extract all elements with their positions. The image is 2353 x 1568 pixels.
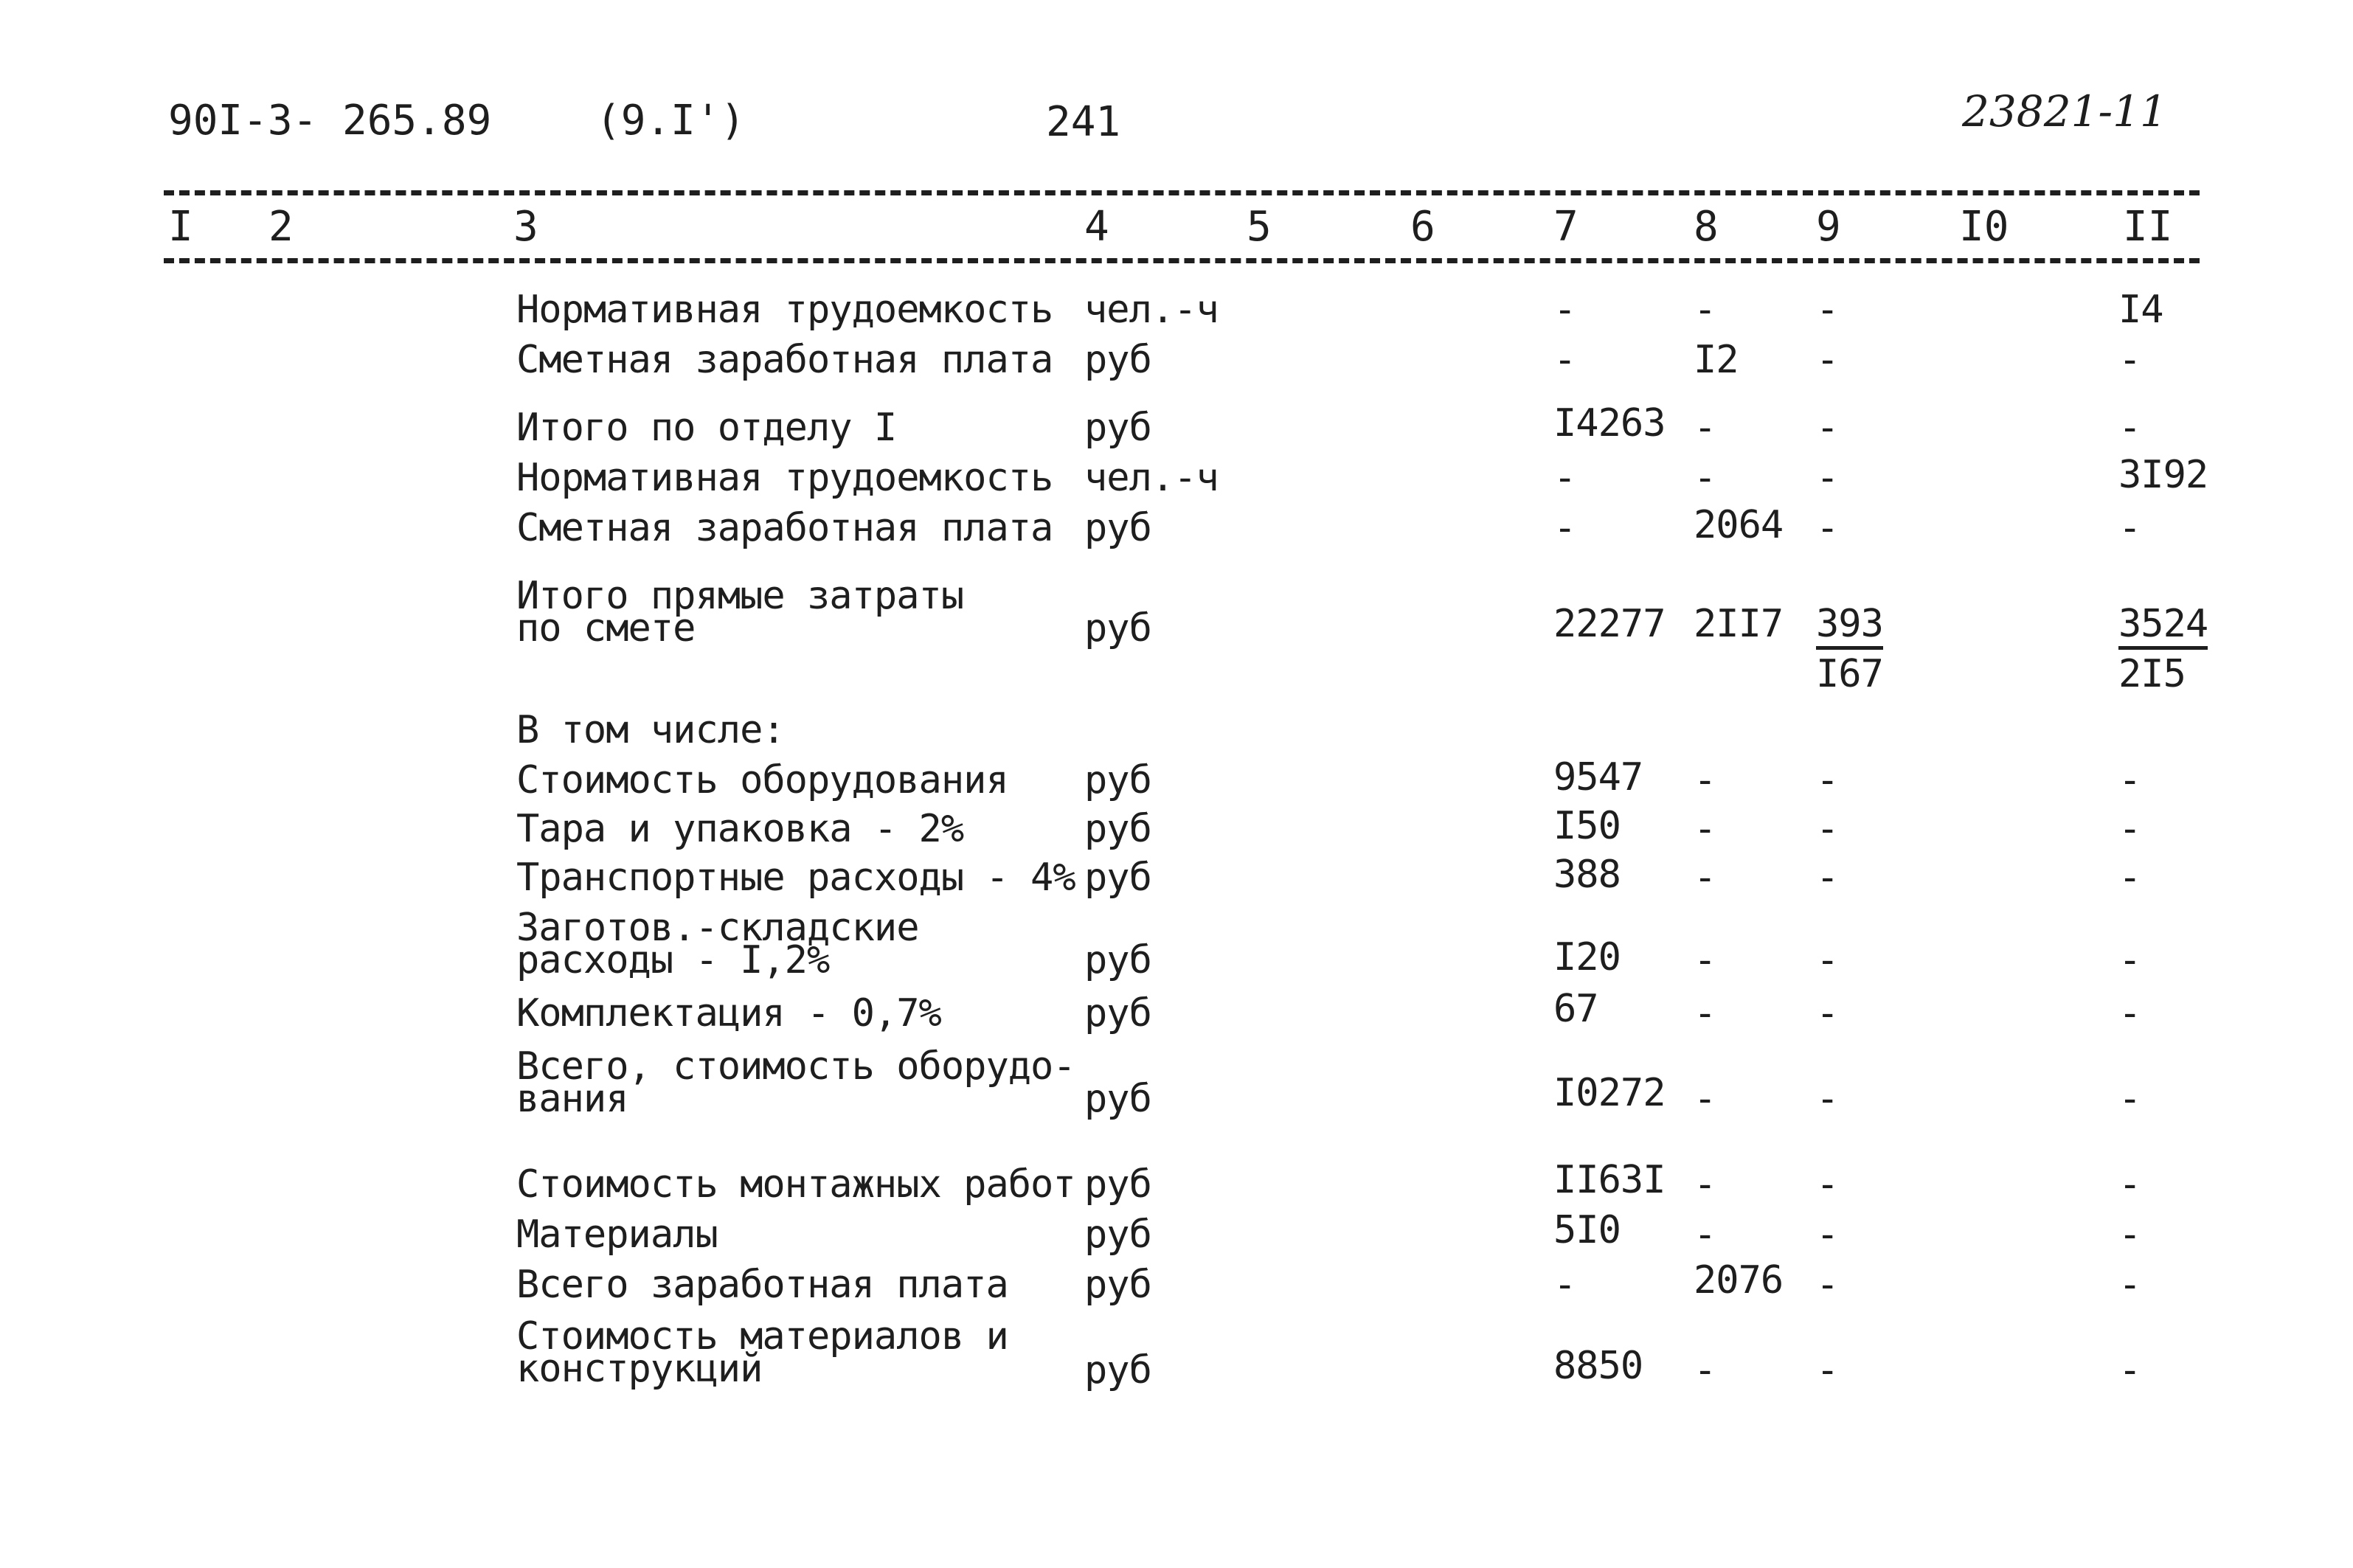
cell-col9-numerator xyxy=(1816,602,1883,650)
column-number-11: II xyxy=(2123,203,2173,251)
row-name: Нормативная трудоемкость xyxy=(516,288,1053,332)
column-number-7: 7 xyxy=(1553,203,1579,251)
row-name: Транспортные расходы - 4% xyxy=(516,856,1075,900)
cell-col9: - xyxy=(1816,1162,1839,1207)
sheet-code: 23821-11 xyxy=(1962,86,2167,136)
cell-col7: I4263 xyxy=(1553,401,1666,445)
cell-col8: - xyxy=(1694,1348,1716,1392)
row-name: Сметная заработная плата xyxy=(516,506,1053,550)
row-unit: руб xyxy=(1084,1213,1151,1257)
cell-col11: - xyxy=(2118,1213,2141,1257)
column-number-9: 9 xyxy=(1816,203,1841,251)
cell-col7: - xyxy=(1553,288,1576,332)
cell-col9: - xyxy=(1816,1213,1839,1257)
cell-col11: - xyxy=(2118,1348,2141,1392)
fraction-top: 393 xyxy=(1816,605,1883,650)
cell-col11: - xyxy=(2118,938,2141,982)
cell-col9: - xyxy=(1816,991,1839,1035)
cell-col7: I50 xyxy=(1553,804,1621,848)
row-name: Материалы xyxy=(516,1213,718,1257)
cell-col9: - xyxy=(1816,938,1839,982)
cell-col11: I4 xyxy=(2118,288,2163,332)
cell-col8: - xyxy=(1694,1077,1716,1121)
cell-col7: II63I xyxy=(1553,1158,1666,1202)
cell-col11-numerator xyxy=(2118,602,2208,650)
cell-col9: - xyxy=(1816,1077,1839,1121)
row-unit: руб xyxy=(1084,1348,1151,1392)
cell-col8: - xyxy=(1694,991,1716,1035)
row-name: Заготов.-складские расходы - I,2% xyxy=(516,906,919,982)
row-unit: руб xyxy=(1084,1077,1151,1121)
row-name: Стоимость монтажных работ xyxy=(516,1162,1075,1207)
cell-col8: - xyxy=(1694,288,1716,332)
top-dashed-rule xyxy=(164,190,2200,195)
cell-col11: - xyxy=(2118,338,2141,382)
cell-col11: - xyxy=(2118,758,2141,802)
cell-col7: - xyxy=(1553,1263,1576,1307)
section-label: (9.I') xyxy=(596,97,746,145)
bottom-dashed-rule xyxy=(164,258,2200,263)
cell-col11: - xyxy=(2118,406,2141,450)
row-name: Комплектация - 0,7% xyxy=(516,991,941,1035)
cell-col7: 388 xyxy=(1553,853,1621,897)
row-unit: руб xyxy=(1084,856,1151,900)
column-number-3: 3 xyxy=(513,203,538,251)
cell-col8: 2064 xyxy=(1694,503,1784,547)
cell-col8: 2II7 xyxy=(1694,602,1784,646)
cell-col8: - xyxy=(1694,406,1716,450)
row-unit: руб xyxy=(1084,807,1151,851)
cell-col9: - xyxy=(1816,856,1839,900)
row-name: Всего заработная плата xyxy=(516,1263,1008,1307)
row-unit: руб xyxy=(1084,406,1151,450)
cell-col7: - xyxy=(1553,456,1576,500)
cell-col9-denominator: I67 xyxy=(1816,652,1883,696)
column-number-2: 2 xyxy=(268,203,294,251)
cell-col8: - xyxy=(1694,856,1716,900)
cell-col11-denominator: 2I5 xyxy=(2118,652,2186,696)
cell-col11: - xyxy=(2118,807,2141,851)
column-number-4: 4 xyxy=(1084,203,1109,251)
cell-col9: - xyxy=(1816,1348,1839,1392)
row-name: Всего, стоимость оборудо- вания xyxy=(516,1044,1075,1121)
cell-col7: 67 xyxy=(1553,987,1598,1031)
row-unit: руб xyxy=(1084,991,1151,1035)
cell-col9: - xyxy=(1816,406,1839,450)
cell-col9: - xyxy=(1816,807,1839,851)
row-unit: руб xyxy=(1084,606,1151,651)
cell-col7: - xyxy=(1553,506,1576,550)
cell-col7: I20 xyxy=(1553,935,1621,979)
cell-col7: - xyxy=(1553,338,1576,382)
row-name: Стоимость материалов и конструкций xyxy=(516,1314,1008,1391)
cell-col9: - xyxy=(1816,758,1839,802)
cell-col7: I0272 xyxy=(1553,1071,1666,1115)
cell-col8: I2 xyxy=(1694,338,1739,382)
fraction-top: 3524 xyxy=(2118,605,2208,650)
cell-col7: 8850 xyxy=(1553,1344,1643,1388)
row-unit: руб xyxy=(1084,758,1151,802)
column-number-6: 6 xyxy=(1410,203,1435,251)
cell-col9: - xyxy=(1816,288,1839,332)
cell-col8: - xyxy=(1694,456,1716,500)
row-unit: руб xyxy=(1084,1263,1151,1307)
row-unit: чел.-ч xyxy=(1084,456,1219,500)
cell-col9: - xyxy=(1816,338,1839,382)
column-number-10: I0 xyxy=(1959,203,2009,251)
cell-col11: 3I92 xyxy=(2118,453,2208,497)
cell-col8: - xyxy=(1694,1213,1716,1257)
row-name: Сметная заработная плата xyxy=(516,338,1053,382)
cell-col8: - xyxy=(1694,1162,1716,1207)
cell-col11: - xyxy=(2118,991,2141,1035)
cell-col7: 9547 xyxy=(1553,755,1643,799)
cell-col11: - xyxy=(2118,1077,2141,1121)
cell-col9: - xyxy=(1816,456,1839,500)
cell-col8: - xyxy=(1694,758,1716,802)
document-code: 90I-3- 265.89 xyxy=(168,97,492,145)
column-number-5: 5 xyxy=(1247,203,1272,251)
row-unit: руб xyxy=(1084,338,1151,382)
row-unit: руб xyxy=(1084,506,1151,550)
cell-col11: - xyxy=(2118,506,2141,550)
row-name: Нормативная трудоемкость xyxy=(516,456,1053,500)
row-name: Итого по отделу I xyxy=(516,406,897,450)
page-number: 241 xyxy=(1046,98,1121,146)
column-number-8: 8 xyxy=(1694,203,1719,251)
subheading: В том числе: xyxy=(516,708,785,752)
row-name: Итого прямые затраты по смете xyxy=(516,574,964,651)
cell-col9: - xyxy=(1816,1263,1839,1307)
cell-col9: - xyxy=(1816,506,1839,550)
row-unit: чел.-ч xyxy=(1084,288,1219,332)
cell-col11: - xyxy=(2118,1263,2141,1307)
cell-col7: 22277 xyxy=(1553,602,1666,646)
cell-col8: - xyxy=(1694,807,1716,851)
row-unit: руб xyxy=(1084,938,1151,982)
cell-col11: - xyxy=(2118,1162,2141,1207)
row-name: Стоимость оборудования xyxy=(516,758,1008,802)
cell-col8: 2076 xyxy=(1694,1258,1784,1302)
row-name: Тара и упаковка - 2% xyxy=(516,807,964,851)
cell-col7: 5I0 xyxy=(1553,1208,1621,1252)
cell-col11: - xyxy=(2118,856,2141,900)
cell-col8: - xyxy=(1694,938,1716,982)
column-number-1: I xyxy=(168,203,193,251)
row-unit: руб xyxy=(1084,1162,1151,1207)
